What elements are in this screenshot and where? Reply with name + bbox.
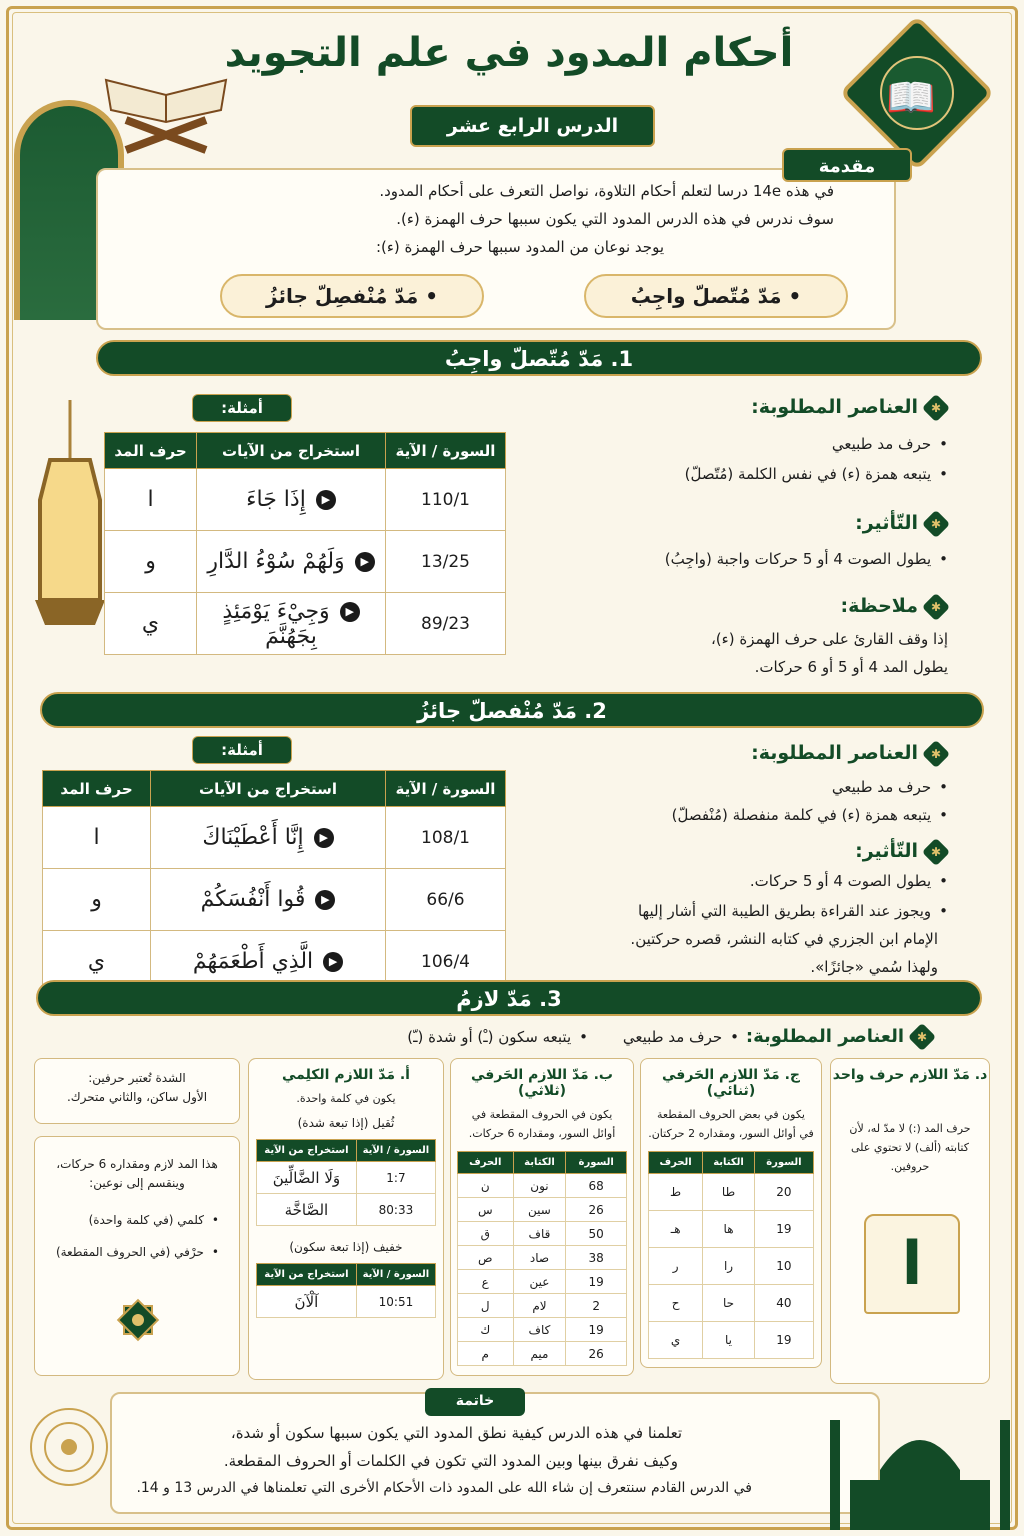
table-row: 38 صاد ص [458, 1246, 627, 1270]
book-icon: 📖 [886, 75, 936, 121]
s2-req-title: ✱العناصر المطلوبة: [751, 742, 946, 764]
speaker-icon[interactable]: ▶ [340, 602, 360, 622]
s2-col-letter: حرف المد [43, 771, 151, 807]
s2-req-1: • حرف مد طبيعي [832, 778, 948, 796]
star-icon: ✱ [908, 1023, 936, 1051]
table-row: 20 طا ط [649, 1174, 814, 1211]
s1-col-letter: حرف المد [105, 433, 197, 469]
s1-col-ayah: استخراج من الآيات [197, 433, 386, 469]
card-j-text-1: يكون في بعض الحروف المقطعة [656, 1108, 805, 1121]
speaker-icon[interactable]: ▶ [355, 552, 375, 572]
table-row: 50 قاف ق [458, 1222, 627, 1246]
s2-effect-4: ولهذا سُمي «جائزًا». [810, 958, 938, 976]
card-j-text-2: في أوائل السور، ومقداره 2 حركتان. [648, 1127, 814, 1140]
ref-cell: 89/23 [386, 593, 506, 655]
section-1-title: 1. مَدّ مُتّصلّ واجِبُ [96, 340, 982, 376]
letter-cell: و [43, 869, 151, 931]
table-row: 10 را ر [649, 1248, 814, 1285]
intro-line-1: في هذه 14e درسا لتعلم أحكام التلاوة، نواصل التعرف على أحكام المدود. [379, 182, 834, 200]
table-row [105, 531, 506, 593]
table-row: 19 يا ي [649, 1322, 814, 1359]
letter-cell: ي [43, 931, 151, 993]
shadda-text-2: الأول ساكن، والثاني متحرك. [66, 1090, 208, 1104]
card-d-text-2: كتابته (ألف) لا تحتوي على [851, 1141, 969, 1154]
card-d-text-3: حروفين. [890, 1160, 930, 1173]
col-surah: السورة [754, 1152, 813, 1174]
speaker-icon[interactable]: ▶ [323, 952, 343, 972]
card-a-text-1: يكون في كلمة واحدة. [296, 1092, 396, 1105]
ayah-cell [151, 869, 386, 931]
s2-effect-title: ✱التّأثير: [855, 840, 946, 862]
ayah-text: الَّذِي أَطْعَمَهُمْ [192, 949, 314, 974]
card-b-text-1: يكون في الحروف المقطعة في [471, 1108, 613, 1121]
ayah-text: وَجِيْءَ يَوْمَئِذٍ بِجَهُنَّمَ [222, 598, 330, 649]
rosette-icon [115, 1297, 161, 1343]
type-pill-1: • مَدّ مُتّصلّ واجِبُ [584, 274, 848, 318]
page-title: أحكام المدود في علم التجويد [224, 30, 794, 76]
card-b-title: ب. مَدّ اللازم الحَرفي (ثلاثي) [471, 1067, 613, 1099]
intro-badge: مقدمة [782, 148, 912, 182]
letter-cell: ي [105, 593, 197, 655]
s1-req-2: • يتبعه همزة (ء) في نفس الكلمة (مُتّصلّ) [685, 465, 948, 483]
alif-glyph: ا [864, 1214, 960, 1314]
table-row: 10:51 آلْآنَ [257, 1286, 436, 1318]
s1-note-2: يطول المد 4 أو 5 أو 6 حركات. [754, 658, 948, 676]
col-ayah: استخراج من الآية [257, 1264, 357, 1286]
star-icon: ✱ [922, 592, 950, 620]
card-j-table [648, 1151, 814, 1359]
table-row: 1:7 وَلَا الضَّالِّينَ [257, 1162, 436, 1194]
ref-cell: 13/25 [386, 531, 506, 593]
letter-cell: و [105, 531, 197, 593]
ref-cell: 110/1 [386, 469, 506, 531]
star-icon: ✱ [922, 393, 950, 421]
s2-examples-table [42, 770, 506, 993]
star-icon: ✱ [922, 509, 950, 537]
conclusion-line-2: وكيف نفرق بينها وبين المدود التي تكون في الكلمات أو الحروف المقطعة. [223, 1452, 678, 1470]
s2-effect-1: • يطول الصوت 4 أو 5 حركات. [750, 872, 948, 890]
table-row: 26 ميم م [458, 1342, 627, 1366]
col-surah: السورة [566, 1152, 627, 1174]
shadda-text-1: الشدة تُعتبر حرفين: [88, 1071, 186, 1085]
card-a-heavy-table [256, 1139, 436, 1226]
summary-item-2: • حرْفي (في الحروف المقطعة) [56, 1245, 219, 1259]
card-a-light: خفيف (إذا تبعة سكون) [289, 1240, 403, 1254]
ayah-cell [197, 469, 386, 531]
letter-cell: ا [105, 469, 197, 531]
s2-req-2: • يتبعه همزة (ء) في كلمة منفصلة (مُنْفصلّ) [672, 806, 948, 824]
s2-examples-label: أمثلة: [192, 736, 292, 764]
s3-req-2: • يتبعه سكون (ـْ) أو شدة (ـّ) [407, 1028, 588, 1046]
type-pill-2: • مَدّ مُنْفصِلّ جائزُ [220, 274, 484, 318]
conclusion-line-1: تعلمنا في هذه الدرس كيفية نطق المدود التي يكون سببها سكون أو شدة، [230, 1424, 682, 1442]
card-a [248, 1058, 444, 1380]
card-j [640, 1058, 822, 1368]
col-letter: الحرف [649, 1152, 703, 1174]
card-a-light-table [256, 1263, 436, 1318]
card-b-text-2: أوائل السور، ومقداره 6 حركات. [468, 1127, 616, 1140]
speaker-icon[interactable]: ▶ [316, 490, 336, 510]
summary-text-2: وينقسم إلى نوعين: [89, 1176, 185, 1190]
col-writing: الكتابة [513, 1152, 566, 1174]
s1-col-ref: السورة / الآية [386, 433, 506, 469]
table-row: 19 كاف ك [458, 1318, 627, 1342]
speaker-icon[interactable]: ▶ [314, 828, 334, 848]
s3-req-title: ✱العناصر المطلوبة: [746, 1026, 932, 1047]
s1-effect-title: ✱التّأثير: [855, 512, 946, 534]
card-j-title: ج. مَدّ اللازم الحَرفي (ثنائي) [662, 1067, 800, 1099]
card-b-table [457, 1151, 627, 1366]
table-row: 40 حا ح [649, 1285, 814, 1322]
ayah-cell [197, 531, 386, 593]
table-row: 19 عين ع [458, 1270, 627, 1294]
s2-col-ayah: استخراج من الآيات [151, 771, 386, 807]
table-row [43, 869, 506, 931]
s1-req-title: ✱العناصر المطلوبة: [751, 396, 946, 418]
summary-item-1: • كلمي (في كلمة واحدة) [89, 1213, 219, 1227]
lesson-label: الدرس الرابع عشر [410, 105, 655, 147]
section-3-title: 3. مَدّ لازمُ [36, 980, 982, 1016]
section-2-title: 2. مَدّ مُنْفصلّ جائزُ [40, 692, 984, 728]
ref-cell: 108/1 [386, 807, 506, 869]
table-row: 68 نون ن [458, 1174, 627, 1198]
ayah-text: إِنَّا أَعْطَيْنَاكَ [202, 825, 304, 850]
table-row [105, 593, 506, 655]
floral-ornament-icon [26, 1404, 112, 1490]
table-row: 2 لام ل [458, 1294, 627, 1318]
intro-line-3: يوجد نوعان من المدود سببها حرف الهمزة (ء): [375, 238, 664, 256]
col-writing: الكتابة [703, 1152, 755, 1174]
s1-note-title: ✱ملاحظة: [840, 595, 946, 617]
conclusion-line-3: في الدرس القادم سنتعرف إن شاء الله على المدود ذات الأحكام الأخرى التي تعلمناها في الدرس 13 و 14. [136, 1480, 752, 1496]
card-a-heavy: ثُقيل (إذا تبعة شدة) [297, 1116, 395, 1130]
card-b [450, 1058, 634, 1376]
type-pill-1-label: مَدّ مُتّصلّ واجِبُ [630, 284, 782, 308]
table-row [43, 807, 506, 869]
card-d-title: د. مَدّ اللازم حرف واحد [832, 1067, 988, 1083]
col-ayah: استخراج من الآية [257, 1140, 357, 1162]
s1-req-1: • حرف مد طبيعي [832, 435, 948, 453]
table-row: 80:33 الصَّاخَّة [257, 1194, 436, 1226]
col-ref: السورة / الآية [356, 1264, 435, 1286]
type-pill-2-label: مَدّ مُنْفصِلّ جائزُ [266, 284, 419, 308]
ref-cell: 66/6 [386, 869, 506, 931]
ayah-cell [151, 807, 386, 869]
ayah-text: قُوا أَنْفُسَكُمْ [200, 887, 306, 912]
col-ref: السورة / الآية [356, 1140, 435, 1162]
s1-effect-1: • يطول الصوت 4 أو 5 حركات واجبة (واجِبُ) [665, 550, 948, 568]
summary-text-1: هذا المد لازم ومقداره 6 حركات، [56, 1157, 218, 1171]
intro-line-2: سوف ندرس في هذه الدرس المدود التي يكون سببها حرف الهمزة (ء). [396, 210, 834, 228]
ayah-cell [197, 593, 386, 655]
table-row: 19 ها هـ [649, 1211, 814, 1248]
s1-note-1: إذا وقف القارئ على حرف الهمزة (ء)، [710, 630, 948, 648]
ayah-text: إِذَا جَاءَ [246, 487, 306, 512]
mosque-silhouette [820, 1380, 1020, 1530]
s1-examples-table [104, 432, 506, 655]
s3-req-1: • حرف مد طبيعي [623, 1028, 739, 1046]
summary-card [34, 1136, 240, 1376]
s2-effect-3: الإمام ابن الجزري في كتابه النشر، قصره حركتين. [630, 930, 938, 948]
letter-cell: ا [43, 807, 151, 869]
intro-box [96, 168, 896, 330]
s2-col-ref: السورة / الآية [386, 771, 506, 807]
s2-effect-2: • ويجوز عند القراءة بطريق الطيبة التي أشار إليها [638, 902, 948, 920]
table-row: 26 سين س [458, 1198, 627, 1222]
card-d-text-1: حرف المد (:) لا مدّ له، لأن [849, 1122, 971, 1135]
shadda-card [34, 1058, 240, 1124]
col-letter: الحرف [458, 1152, 514, 1174]
ayah-text: وَلَهُمْ سُوْءُ الدَّارِ [207, 549, 345, 574]
star-icon: ✱ [922, 837, 950, 865]
table-row [105, 469, 506, 531]
s1-examples-label: أمثلة: [192, 394, 292, 422]
speaker-icon[interactable]: ▶ [315, 890, 335, 910]
conclusion-badge: خاتمة [425, 1388, 525, 1416]
ref-cell: 106/4 [386, 931, 506, 993]
card-a-title: أ. مَدّ اللازم الكلِمي [282, 1067, 410, 1083]
star-icon: ✱ [922, 739, 950, 767]
